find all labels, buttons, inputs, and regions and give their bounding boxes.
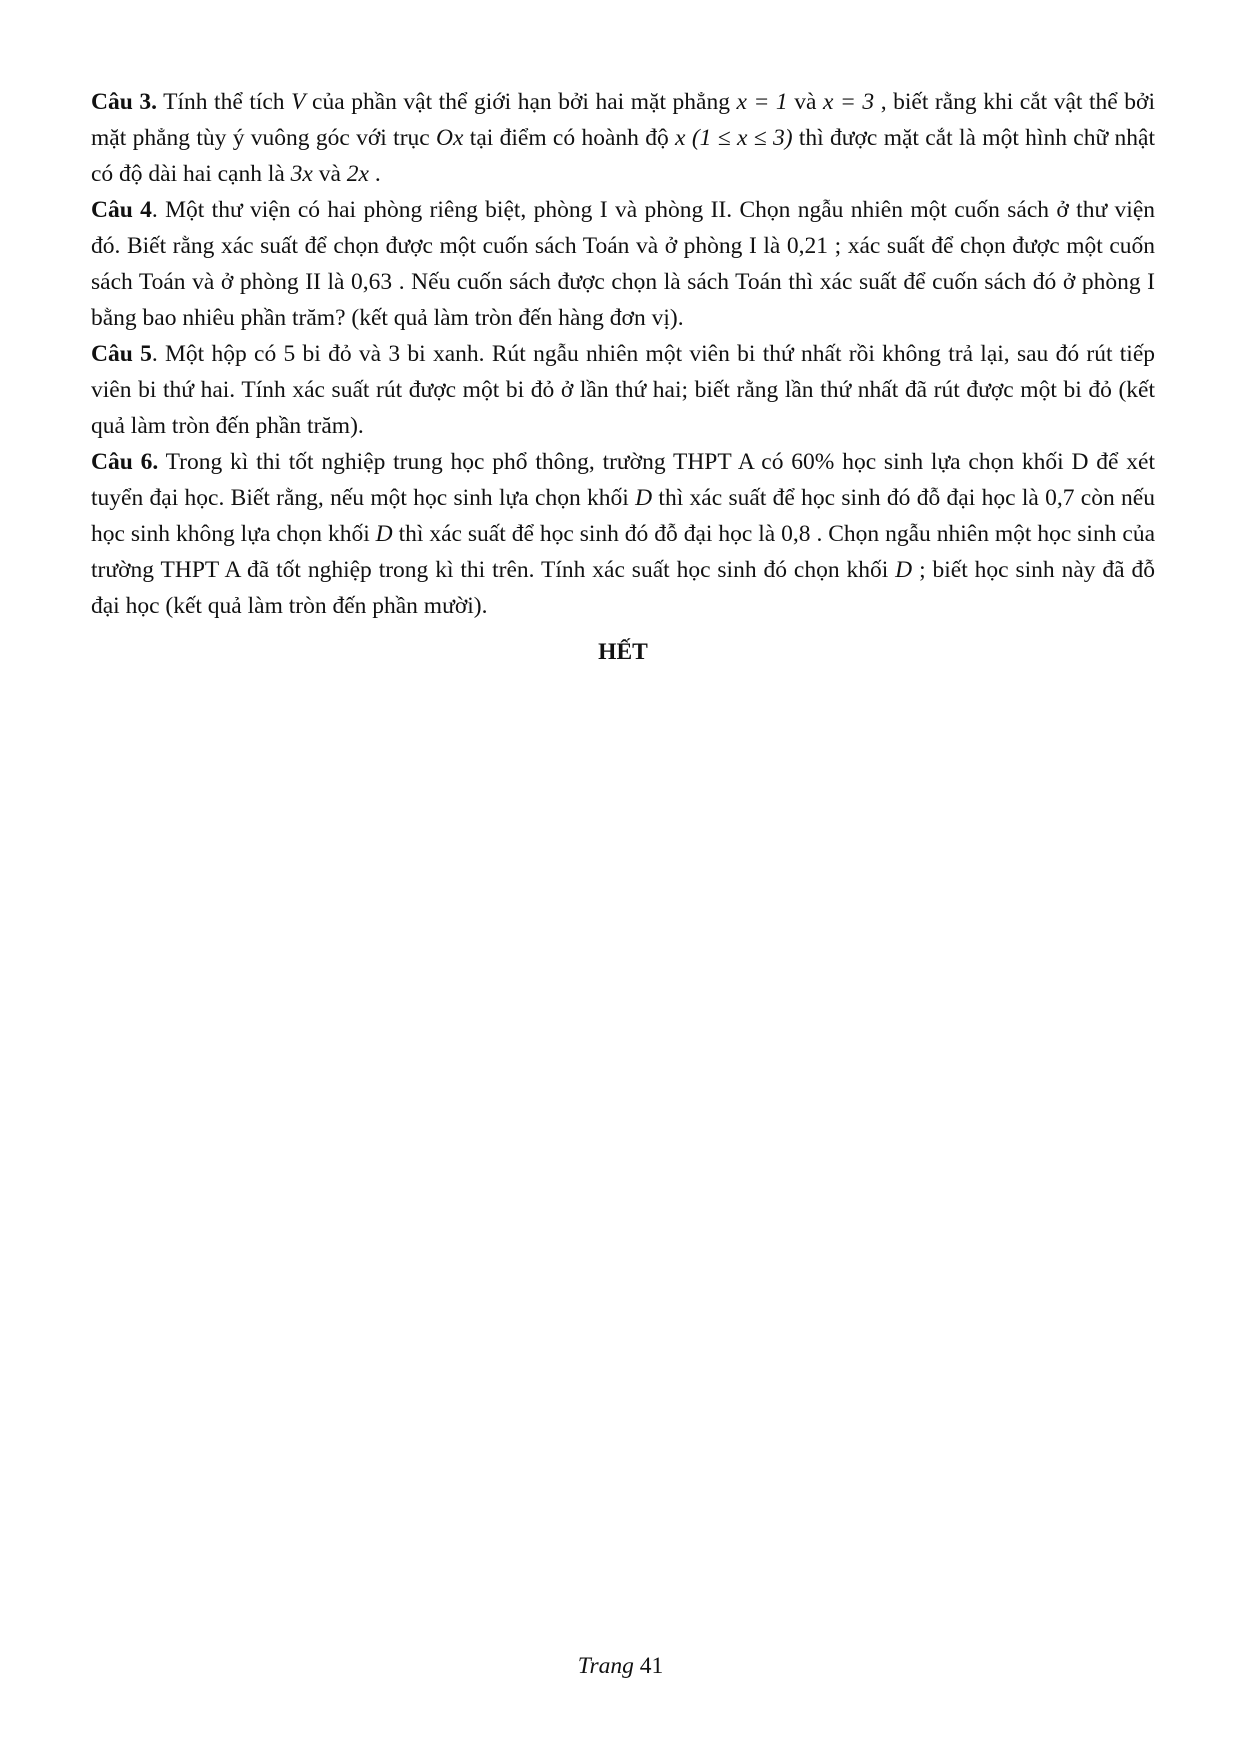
- question-label: Câu 4: [91, 197, 152, 223]
- question-text: Trong kì thi tốt nghiệp trung học phổ thông, trường THPT A có 60% học sinh lựa chọn khối D để xét tuyển đại học. Biết rằng, nếu một học sinh lựa chọn khối: [91, 449, 1155, 511]
- question-text: .: [368, 161, 381, 187]
- question-4: [91, 192, 1155, 336]
- math-expression: x: [675, 125, 686, 151]
- math-expression: x = 1: [736, 89, 788, 115]
- question-text: , biết rằng khi cắt vật thể bởi mặt phẳng tùy ý vuông góc với trục: [91, 89, 1155, 151]
- page-footer: [0, 1653, 1241, 1680]
- math-expression: D: [635, 485, 653, 511]
- math-expression: 3x: [290, 161, 313, 187]
- question-text: Tính thể tích: [156, 89, 292, 115]
- math-expression: Ox: [436, 125, 464, 151]
- question-3: [91, 84, 1155, 192]
- question-text: thì được mặt cắt là một hình chữ nhật có độ dài hai cạnh là: [91, 125, 1155, 187]
- math-expression: D: [895, 557, 913, 583]
- question-text: thì xác suất để học sinh đó đỗ đại học là 0,7 còn nếu học sinh không lựa chọn khối: [91, 485, 1155, 547]
- question-text: tại điểm có hoành độ: [463, 125, 676, 151]
- page-number: 41: [639, 1653, 664, 1679]
- question-text: và: [312, 161, 347, 187]
- math-expression: (1 ≤ x ≤ 3): [691, 125, 793, 151]
- question-label: Câu 6.: [91, 449, 159, 475]
- question-5: [91, 336, 1155, 444]
- document-body: [91, 84, 1155, 670]
- question-label: Câu 3.: [91, 89, 157, 115]
- question-text: . Một hộp có 5 bi đỏ và 3 bi xanh. Rút ngẫu nhiên một viên bi thứ nhất rồi không trả lại, sau đó rút tiếp viên bi thứ hai. Tính xác suất rút được một bi đỏ ở lần thứ hai; biết rằng lần thứ nhất đã rút được một bi đỏ (kết quả làm tròn đến phần trăm).: [91, 341, 1156, 439]
- question-6: [91, 444, 1155, 624]
- math-expression: D: [375, 521, 393, 547]
- question-text: ; biết học sinh này đã đỗ đại học (kết quả làm tròn đến phần mười).: [91, 557, 1155, 619]
- math-expression: 2x: [346, 161, 369, 187]
- question-text: . Một thư viện có hai phòng riêng biệt, phòng I và phòng II. Chọn ngẫu nhiên một cuốn sách ở thư viện đó. Biết rằng xác suất để chọn được một cuốn sách Toán và ở phòng I là 0,21 ; xác suất để chọn được một cuốn sách Toán và ở phòng II là 0,63 . Nếu cuốn sách được chọn là sách Toán thì xác suất để cuốn sách đó ở phòng I bằng bao nhiêu phần trăm? (kết quả làm tròn đến hàng đơn vị).: [91, 197, 1155, 331]
- question-text: của phần vật thể giới hạn bởi hai mặt phẳng: [305, 89, 737, 115]
- end-marker: HẾT: [598, 639, 648, 665]
- math-expression: x = 3: [822, 89, 875, 115]
- question-text: và: [787, 89, 823, 115]
- question-text: thì xác suất để học sinh đó đỗ đại học là 0,8 . Chọn ngẫu nhiên một học sinh của trường THPT A đã tốt nghiệp trong kì thi trên. Tính xác suất học sinh đó chọn khối: [91, 521, 1155, 583]
- math-expression: V: [291, 89, 306, 115]
- page-label: Trang: [577, 1653, 634, 1679]
- question-label: Câu 5: [91, 341, 152, 367]
